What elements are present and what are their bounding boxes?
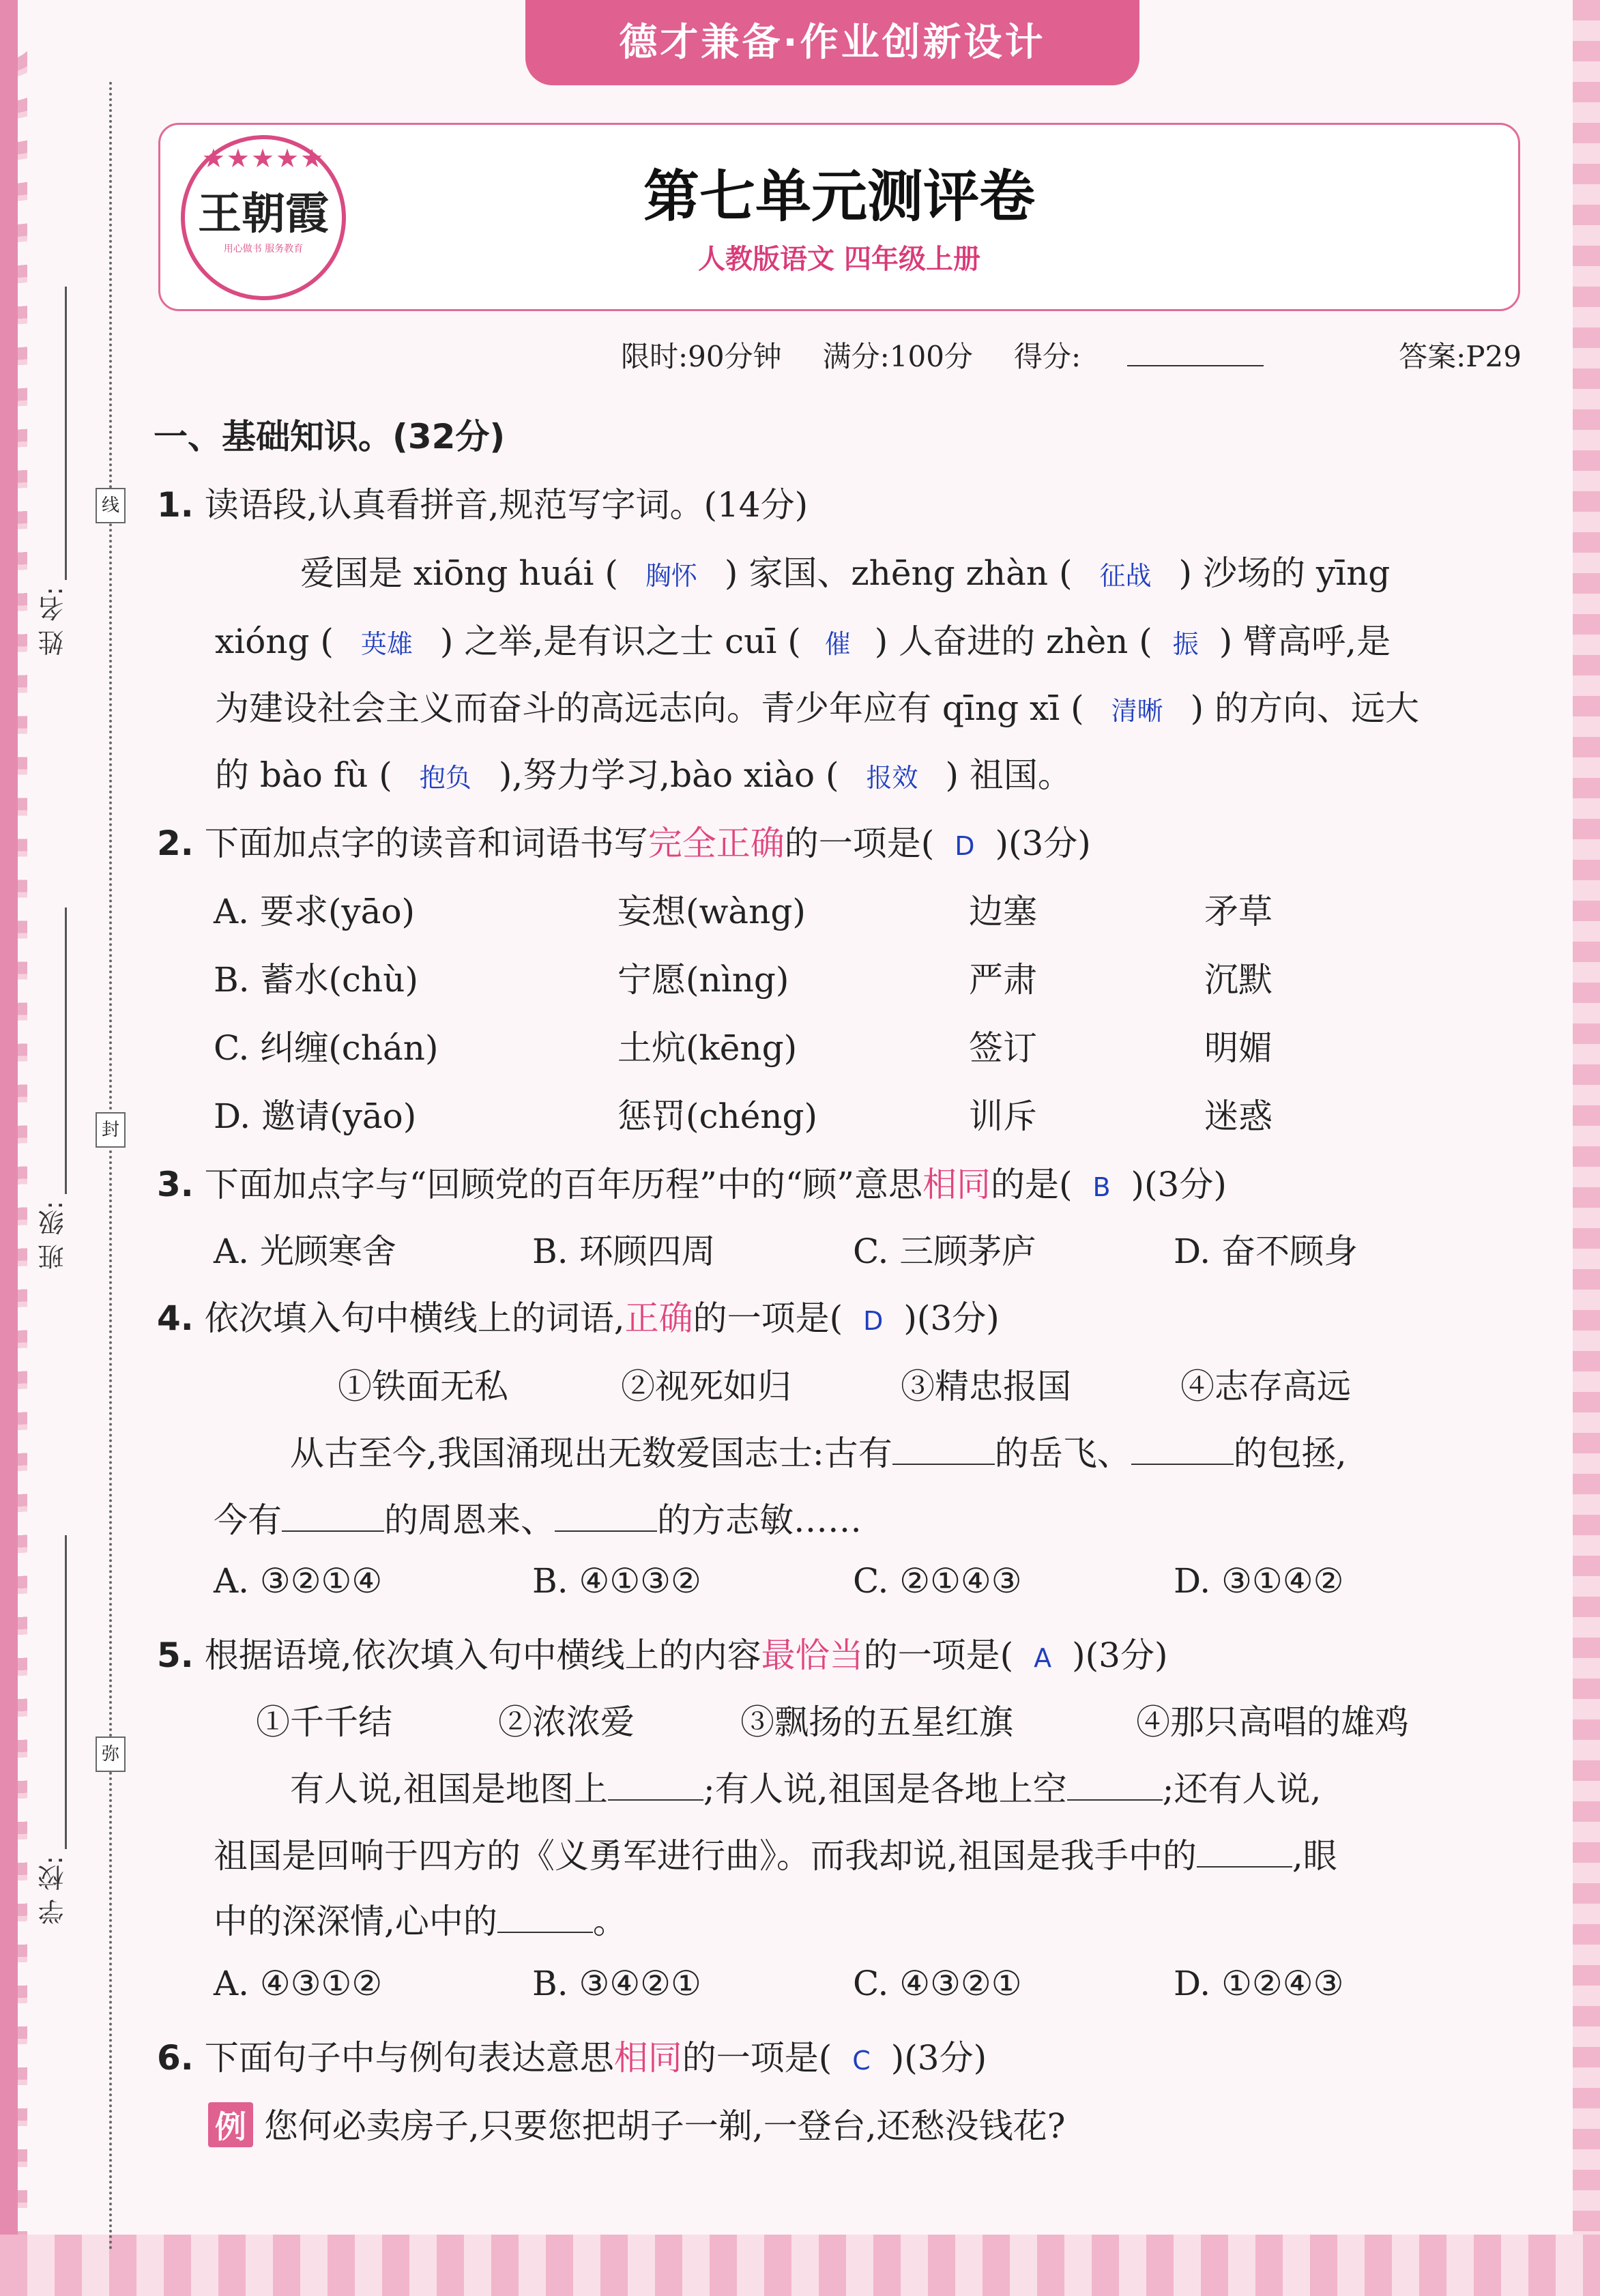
fill-blank[interactable] xyxy=(1131,1464,1234,1465)
q2-option-a-3: 边塞 xyxy=(969,892,1037,931)
q4-word-3: ③精忠报国 xyxy=(901,1367,1071,1406)
q4-word-2: ②视死如归 xyxy=(621,1367,791,1406)
q4-option-b[interactable]: B. ④①③② xyxy=(532,1561,701,1601)
fill-blank[interactable] xyxy=(892,1464,995,1465)
q1-line-1: 爱国是 xiōng huái ( 胸怀 ) 家国、zhēng zhàn ( 征战 ) 沙场的 yīng xyxy=(300,553,1391,593)
q4-option-a[interactable]: A. ③②①④ xyxy=(214,1561,383,1601)
answer-blank[interactable]: 英雄 xyxy=(360,629,413,659)
fill-blank[interactable] xyxy=(1197,1866,1292,1868)
q4-passage-line-1: 从古至今,我国涌现出无数爱国志士:古有 的岳飞、 的包拯, xyxy=(290,1434,1347,1473)
logo-name: 王朝霞 xyxy=(198,188,329,239)
q6-example xyxy=(208,2099,1065,2148)
exam-header xyxy=(158,123,1520,311)
q5-word-2: ②浓浓爱 xyxy=(498,1702,635,1742)
q3-option-d[interactable]: D. 奋不顾身 xyxy=(1174,1232,1358,1271)
q5-word-1: ①千千结 xyxy=(256,1702,392,1742)
class-label: 班 级: xyxy=(38,1201,68,1270)
q3-option-b[interactable]: B. 环顾四周 xyxy=(532,1232,716,1271)
answer-blank[interactable]: 振 xyxy=(1172,629,1199,659)
example-sentence: 您何必卖房子,只要您把胡子一剃,一登台,还愁没钱花? xyxy=(263,2106,1066,2146)
series-banner: 德才兼备·作业创新设计 xyxy=(525,0,1139,85)
example-badge: 例 xyxy=(208,2102,253,2147)
time-limit: 限时:90分钟 xyxy=(621,340,782,373)
q4-option-c[interactable]: C. ②①④③ xyxy=(853,1561,1022,1601)
bottom-decor-border xyxy=(0,2235,1600,2296)
answer-blank[interactable]: 清晰 xyxy=(1111,696,1163,726)
left-decor-strip xyxy=(0,0,18,2296)
full-score: 满分:100分 xyxy=(822,340,973,373)
q2-option-d-2: 惩罚(chéng) xyxy=(617,1096,818,1136)
answer-blank[interactable]: D xyxy=(955,831,975,861)
answer-blank[interactable]: 征战 xyxy=(1099,561,1152,591)
answer-blank[interactable]: B xyxy=(1092,1172,1111,1202)
question-2: 2. 下面加点字的读音和词语书写完全正确的一项是( D )(3分) xyxy=(157,824,1091,863)
binding-dotted-line xyxy=(109,82,112,2252)
class-blank-line xyxy=(65,907,67,1194)
question-6: 6. 下面句子中与例句表达意思相同的一项是( C )(3分) xyxy=(157,2038,987,2078)
q1-line-2: xióng ( 英雄 ) 之举,是有识之士 cuī ( 催 ) 人奋进的 zhèn ( 振 ) 臂高呼,是 xyxy=(215,622,1391,661)
q5-passage-line-1: 有人说,祖国是地图上 ;有人说,祖国是各地上空 ;还有人说, xyxy=(290,1769,1322,1809)
score-blank[interactable] xyxy=(1127,365,1264,366)
q5-option-a[interactable]: A. ④③①② xyxy=(214,1964,383,2003)
page-title: 第七单元测评卷 xyxy=(643,164,1035,229)
answer-blank[interactable]: C xyxy=(852,2046,871,2076)
name-label: 姓 名: xyxy=(38,587,68,656)
question-5: 5. 根据语境,依次填入句中横线上的内容最恰当的一项是( A )(3分) xyxy=(157,1636,1168,1675)
answer-blank[interactable]: 抱负 xyxy=(419,763,471,793)
school-blank-line xyxy=(65,1535,67,1849)
page-subtitle: 人教版语文 四年级上册 xyxy=(698,244,980,275)
q5-passage-line-2: 祖国是回响于四方的《义勇军进行曲》。而我却说,祖国是我手中的 ,眼 xyxy=(214,1836,1337,1876)
q2-option-b-2: 宁愿(nìng) xyxy=(617,960,789,1000)
fill-blank[interactable] xyxy=(555,1530,657,1532)
right-decor-border xyxy=(1573,0,1600,2296)
q2-option-c-4: 明媚 xyxy=(1204,1028,1272,1068)
q4-passage-line-2: 今有 的周恩来、 的方志敏…… xyxy=(214,1500,862,1540)
answer-blank[interactable]: A xyxy=(1034,1643,1052,1673)
answer-blank[interactable]: 报效 xyxy=(866,763,918,793)
answer-blank[interactable]: 催 xyxy=(824,629,851,659)
section-heading: 一、基础知识。(32分) xyxy=(154,417,506,456)
q2-option-d-4: 迷惑 xyxy=(1204,1096,1272,1136)
answer-blank[interactable]: D xyxy=(863,1306,884,1336)
q4-option-d[interactable]: D. ③①④② xyxy=(1174,1561,1344,1601)
question-1: 1. 读语段,认真看拼音,规范写字词。(14分) xyxy=(157,485,809,525)
seal-mark-feng: 封 xyxy=(96,1112,126,1148)
fill-blank[interactable] xyxy=(1067,1799,1163,1801)
q2-option-c-3: 签订 xyxy=(969,1028,1037,1068)
school-label: 学 校: xyxy=(38,1856,68,1925)
seal-mark-xian: 线 xyxy=(96,488,126,523)
q5-word-3: ③飘扬的五星红旗 xyxy=(740,1702,1013,1742)
q2-option-d-3: 训斥 xyxy=(969,1096,1037,1136)
q2-option-a-2: 妄想(wàng) xyxy=(617,892,806,931)
q5-option-b[interactable]: B. ③④②① xyxy=(532,1964,701,2003)
q1-line-3: 为建设社会主义而奋斗的高远志向。青少年应有 qīng xī ( 清晰 ) 的方向、远大 xyxy=(215,688,1420,728)
q1-line-4: 的 bào fù ( 抱负 ),努力学习,bào xiào ( 报效 ) 祖国。 xyxy=(215,755,1072,795)
answer-page: 答案:P29 xyxy=(1399,340,1522,373)
q4-word-4: ④志存高远 xyxy=(1180,1367,1351,1406)
q5-passage-line-3: 中的深深情,心中的 。 xyxy=(214,1902,627,1941)
q2-option-b-3: 严肃 xyxy=(969,960,1037,1000)
answer-blank[interactable]: 胸怀 xyxy=(645,561,697,591)
logo-stars-icon: ★★★★★ xyxy=(201,143,325,173)
fill-blank[interactable] xyxy=(497,1932,593,1933)
q3-option-a[interactable]: A. 光顾寒舍 xyxy=(214,1232,396,1271)
q2-option-a-4: 矛草 xyxy=(1204,892,1272,931)
q2-option-c-2: 土炕(kēng) xyxy=(617,1028,798,1068)
name-blank-line xyxy=(65,287,67,580)
q2-option-b-4: 沉默 xyxy=(1204,960,1272,1000)
score-field[interactable]: 得分: xyxy=(1014,334,1305,375)
q2-option-d-1[interactable]: D. 邀请(yāo) xyxy=(214,1096,417,1136)
q2-option-c-1[interactable]: C. 纠缠(chán) xyxy=(214,1028,439,1068)
q3-option-c[interactable]: C. 三顾茅庐 xyxy=(853,1232,1036,1271)
question-3: 3. 下面加点字与“回顾党的百年历程”中的“顾”意思相同的是( B )(3分) xyxy=(157,1165,1227,1204)
fill-blank[interactable] xyxy=(608,1799,703,1801)
fill-blank[interactable] xyxy=(282,1530,384,1532)
logo-slogan: 用心做书 服务教育 xyxy=(223,244,304,255)
q5-word-4: ④那只高唱的雄鸡 xyxy=(1136,1702,1409,1742)
exam-meta xyxy=(621,334,1522,375)
q4-word-1: ①铁面无私 xyxy=(338,1367,508,1406)
q2-option-a-1[interactable]: A. 要求(yāo) xyxy=(214,892,416,931)
q2-option-b-1[interactable]: B. 蓄水(chù) xyxy=(214,960,418,1000)
question-4: 4. 依次填入句中横线上的词语,正确的一项是( D )(3分) xyxy=(157,1298,1000,1338)
q5-option-d[interactable]: D. ①②④③ xyxy=(1174,1964,1344,2003)
q5-option-c[interactable]: C. ④③②① xyxy=(853,1964,1022,2003)
seal-mark-mi: 弥 xyxy=(96,1736,126,1772)
